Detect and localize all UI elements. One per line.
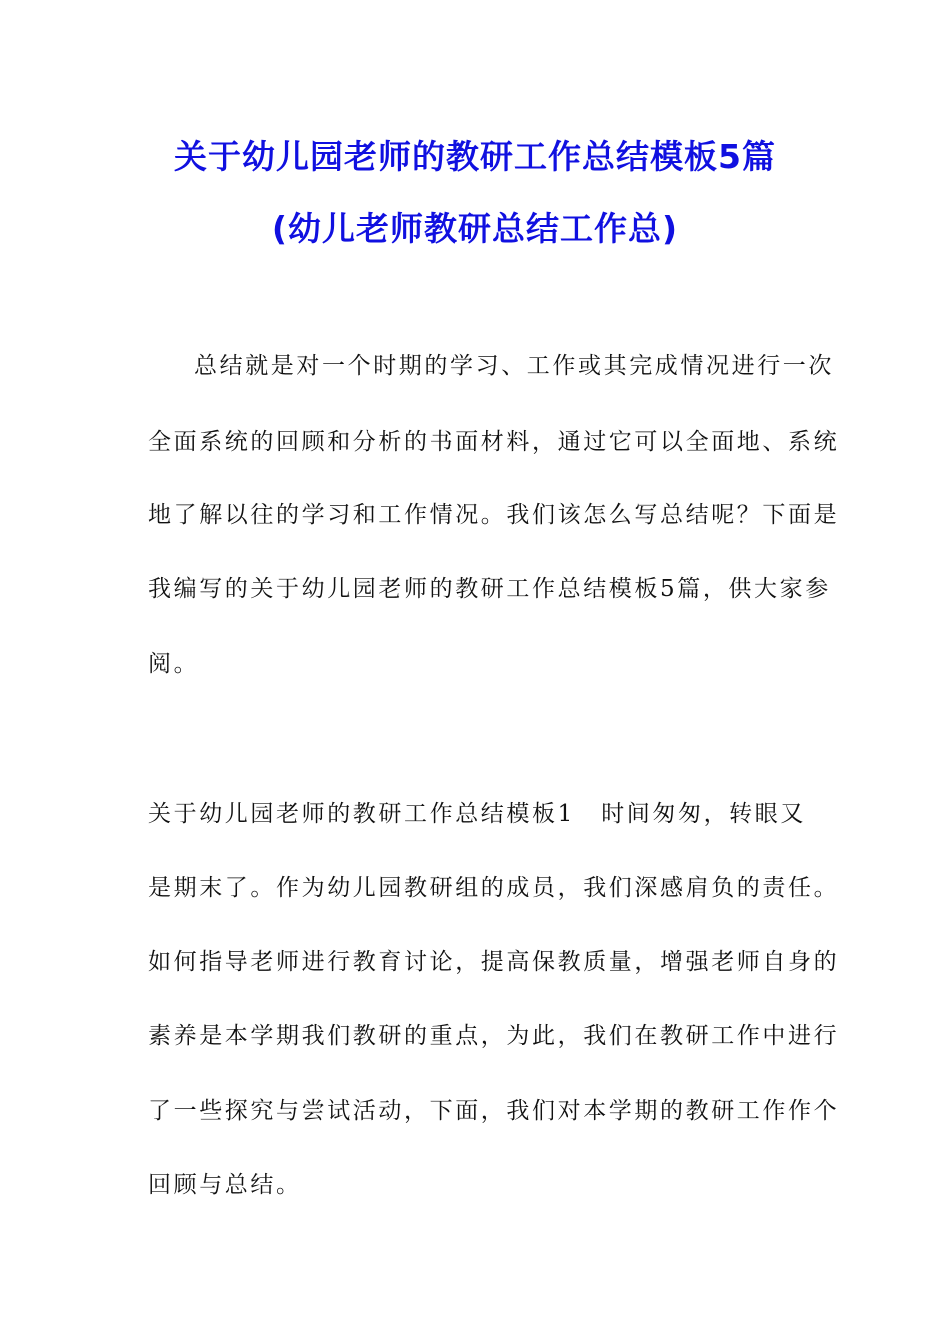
section-line: 是期末了。作为幼儿园教研组的成员，我们深感肩负的责任。 [148,875,840,901]
section-line: 如何指导老师进行教育讨论，提高保教质量，增强老师自身的 [148,949,840,975]
intro-line: 我编写的关于幼儿园老师的教研工作总结模板5篇，供大家参 [148,576,831,602]
section-line: 回顾与总结。 [148,1172,302,1198]
section-heading-line [148,795,808,828]
intro-line: 全面系统的回顾和分析的书面材料，通过它可以全面地、系统 [148,429,840,455]
intro-line: 阅。 [148,651,200,677]
document-subtitle: (幼儿老师教研总结工作总) [271,209,679,248]
section-line: 素养是本学期我们教研的重点，为此，我们在教研工作中进行 [148,1023,840,1049]
section-line: 了一些探究与尝试活动，下面，我们对本学期的教研工作作个 [148,1098,840,1124]
document-title: 关于幼儿园老师的教研工作总结模板5篇 [174,137,776,176]
intro-line: 总结就是对一个时期的学习、工作或其完成情况进行一次 [194,353,834,379]
section-heading: 关于幼儿园老师的教研工作总结模板1 [148,801,575,827]
intro-line: 地了解以往的学习和工作情况。我们该怎么写总结呢？下面是 [148,502,840,528]
section-first-words: 时间匆匆，转眼又 [601,801,806,827]
